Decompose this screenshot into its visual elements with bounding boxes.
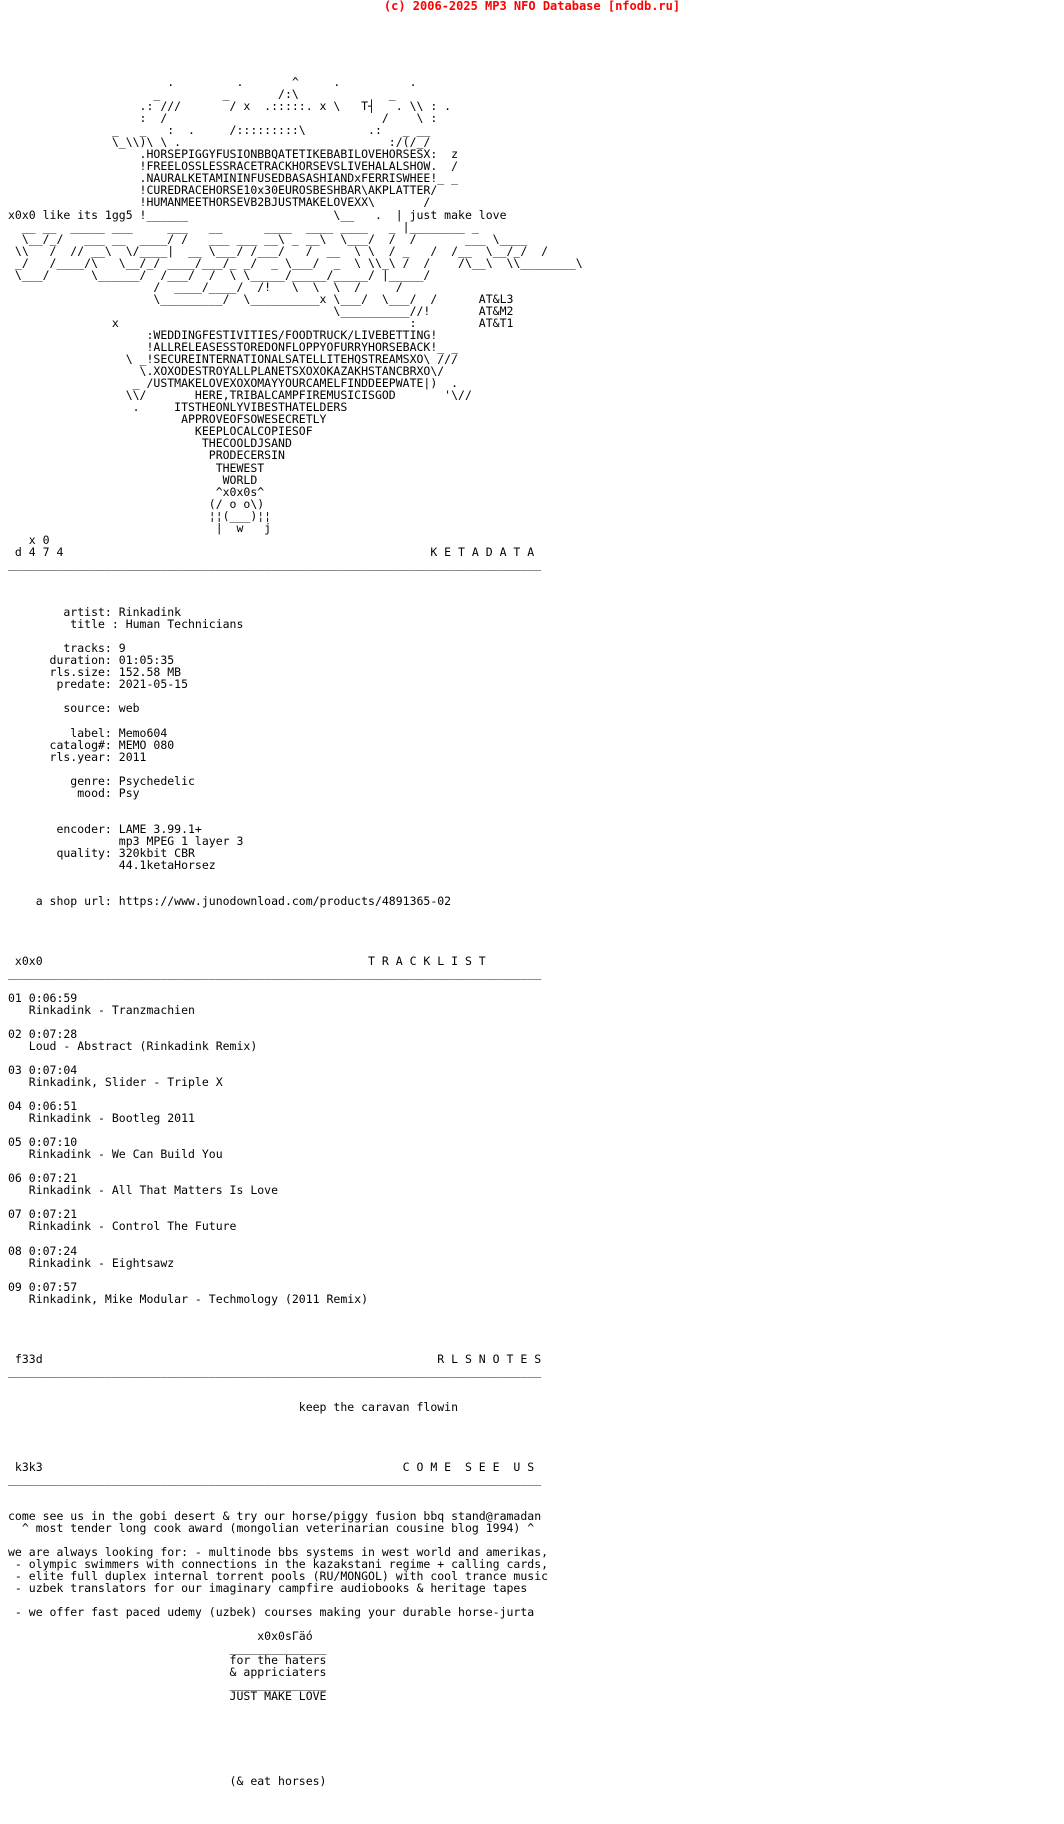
nfo-line: 02 0:07:28 [8,1026,78,1041]
nfo-line: d 4 7 4 K E T A D A T A [8,544,535,559]
nfo-line: x 0 [8,532,50,547]
nfo-line: (& eat horses) [8,1773,327,1788]
nfo-line: a shop url: https://www.junodownload.com/products/4891365-02 [8,894,452,909]
nfo-line: _____________________________________________________________________________ [8,1364,542,1379]
nfo-line: \ _!SECUREINTERNATIONALSATELLITEHQSTREAMSXO\ /// [8,352,459,367]
nfo-line: artist: Rinkadink [8,605,182,620]
nfo-line: THEWEST [8,460,265,475]
nfo-text [8,76,583,1787]
nfo-line: Rinkadink, Mike Modular - Techmology (2011 Remix) [8,1291,369,1306]
nfo-line: APPROVEOFSOWESECRETLY [8,412,327,427]
nfo-line: label: Memo604 [8,725,168,740]
nfo-line: PRODECERSIN [8,448,285,463]
nfo-line: ^ most tender long cook award (mongolian veterinarian cousine blog 1994) ^ [8,1520,535,1535]
nfo-line: \.XOXODESTROYALLPLANETSXOXOKAZAKHSTANCBRXO\/ [8,364,445,379]
nfo-line: _ _ : . /:::::::::\ .: _ __ [8,123,431,138]
nfo-line: ______________ [8,1677,327,1692]
nfo-line: quality: 320kbit CBR [8,846,195,860]
nfo-line: :WEDDINGFESTIVITIES/FOODTRUCK/LIVEBETTING! [8,327,438,342]
nfo-line: Rinkadink - Bootleg 2011 [8,1111,195,1126]
nfo-line: tracks: 9 [8,641,126,656]
nfo-line: mp3 MPEG 1 layer 3 [8,833,244,848]
nfo-line: 04 0:06:51 [8,1098,78,1113]
nfo-line: rls.size: 152.58 MB [8,665,182,680]
nfo-line: Rinkadink - Tranzmachien [8,1002,195,1017]
nfo-line: 01 0:06:59 [8,990,78,1005]
nfo-line: Loud - Abstract (Rinkadink Remix) [8,1038,258,1053]
nfo-line: source: web [8,701,140,716]
nfo-line: x0x0 T R A C K L I S T [8,954,486,969]
nfo-line: THECOOLDJSAND [8,436,292,451]
nfo-line: title : Human Technicians [8,617,244,632]
nfo-line: \\/ HERE,TRIBALCAMPFIREMUSICISGOD '\// [8,388,472,403]
nfo-line: .NAURALKETAMININFUSEDBASASHIANDxFERRISWHEE!_ _ [8,171,459,186]
nfo-line: predate: 2021-05-15 [8,677,189,692]
nfo-line: 06 0:07:21 [8,1171,78,1186]
nfo-line: _____________________________________________________________________________ [8,1472,542,1487]
nfo-line: ¦¦(___)¦¦ [8,508,272,523]
nfo-line: for the haters [8,1653,327,1668]
nfo-line: k3k3 C O M E S E E U S [8,1460,535,1475]
nfo-line: (/ o o\) [8,496,265,511]
site-copyright-header[interactable]: (c) 2006-2025 MP3 NFO Database [nfodb.ru] [383,0,681,13]
nfo-line: rls.year: 2011 [8,749,147,764]
nfo-line: .HORSEPIGGYFUSIONBBQATETIKEBABILOVEHORSESX: z [8,147,459,162]
nfo-line: f33d R L S N O T E S [8,1351,542,1366]
nfo-line: . ITSTHEONLYVIBESTHATELDERS [8,400,348,415]
nfo-line: mood: Psy [8,785,140,800]
nfo-line: !CUREDRACEHORSE10x30EUROSBESHBAR\AKPLATTER/ [8,183,438,198]
nfo-line: 05 0:07:10 [8,1135,78,1150]
nfo-line: _/ /____/\ \__/_/ ____/___/_ _/ _ \___/ _ \ \\_\ / / /\__\ \\________\ [8,255,583,270]
nfo-line: x : AT&T1 [8,315,514,330]
nfo-line: Rinkadink - Control The Future [8,1219,237,1234]
nfo-line: KEEPLOCALCOPIESOF [8,424,313,439]
nfo-line: Rinkadink - Eightsawz [8,1255,175,1270]
nfo-line: - we offer fast paced udemy (uzbek) courses making your durable horse-jurta [8,1604,535,1619]
nfo-line: keep the caravan flowin [8,1400,459,1415]
nfo-line: come see us in the gobi desert & try our horse/piggy fusion bbq stand@ramadan [8,1508,542,1523]
nfo-line: : / / \ : [8,111,438,126]
nfo-line: \_________/ \__________x \___/ \___/ / AT&L3 [8,291,514,306]
nfo-line: catalog#: MEMO 080 [8,737,175,752]
nfo-line: _ _ /:\ _ [8,87,396,102]
nfo-line: WORLD [8,472,258,487]
nfo-line: \\ / // __\ \/____| __ \___/ /___/ / __ \ \ / _ / /__ \__/_/ / [8,243,549,258]
nfo-line: x0x0 like its 1gg5 !______ \__ . | just make love [8,207,507,222]
nfo-line: duration: 01:05:35 [8,653,175,668]
nfo-line: 07 0:07:21 [8,1207,78,1222]
nfo-line: Rinkadink - We Can Build You [8,1147,223,1162]
nfo-line: / ____/____/ /! \ \ \ / / [8,279,403,294]
nfo-line: 44.1ketaHorsez [8,858,216,873]
nfo-line: _____________________________________________________________________________ [8,966,542,981]
nfo-line: - uzbek translators for our imaginary campfire audiobooks & heritage tapes [8,1580,528,1595]
nfo-line: we are always looking for: - multinode bbs systems in west world and amerikas, [8,1544,549,1559]
nfo-line: \_\\)\ \ . :/(/_/ [8,135,431,150]
nfo-line: | w j [8,520,272,535]
nfo-line: _____________________________________________________________________________ [8,556,542,571]
nfo-line: JUST MAKE LOVE [8,1689,327,1704]
nfo-line: .: /// / x .:::::. x \ T┤ . \\ : . [8,99,452,114]
nfo-line: \__________//! AT&M2 [8,303,514,318]
nfo-line: 09 0:07:57 [8,1279,78,1294]
nfo-line: - elite full duplex internal torrent pools (RU/MONGOL) with cool trance music [8,1568,549,1583]
nfo-line: Rinkadink - All That Matters Is Love [8,1183,279,1198]
nfo-line: _ /USTMAKELOVEXOXOMAYYOURCAMELFINDDEEPWATE|) . [8,376,459,391]
nfo-line: encoder: LAME 3.99.1+ [8,821,202,836]
nfo-line: x0x0sΓäó [8,1629,313,1644]
nfo-line: \___/ \______/ /___/ / \ \_____/_____/_____/ |_____/ [8,267,431,282]
nfo-line: & appriciaters [8,1665,327,1680]
nfo-line: . . ^ . . [8,75,417,89]
nfo-line: 03 0:07:04 [8,1062,78,1077]
nfo-line: genre: Psychedelic [8,773,195,788]
nfo-line: - olympic swimmers with connections in the kazakstani regime + calling cards, [8,1556,549,1571]
nfo-line: ______________ [8,1641,327,1656]
nfo-line: !ALLRELEASESSTOREDONFLOPPYOFURRYHORSEBACK!_ _ [8,340,459,355]
nfo-line: ^x0x0s^ [8,484,265,499]
nfo-line: !HUMANMEETHORSEVB2BJUSTMAKELOVEXX\ / [8,195,431,210]
nfo-line: Rinkadink, Slider - Triple X [8,1074,223,1089]
nfo-line: __ __ _____ ___ ___ __ ____ ____ ____ _ |________ _ [8,219,479,234]
nfo-line: 08 0:07:24 [8,1243,78,1258]
nfo-line: !FREELOSSLESSRACETRACKHORSEVSLIVEHALALSHOW. / [8,159,459,174]
nfo-line: \__/_/ ___ __ ____/ / ___ ___ __\ _ __\ \___/ / / ___ \____ [8,231,528,246]
